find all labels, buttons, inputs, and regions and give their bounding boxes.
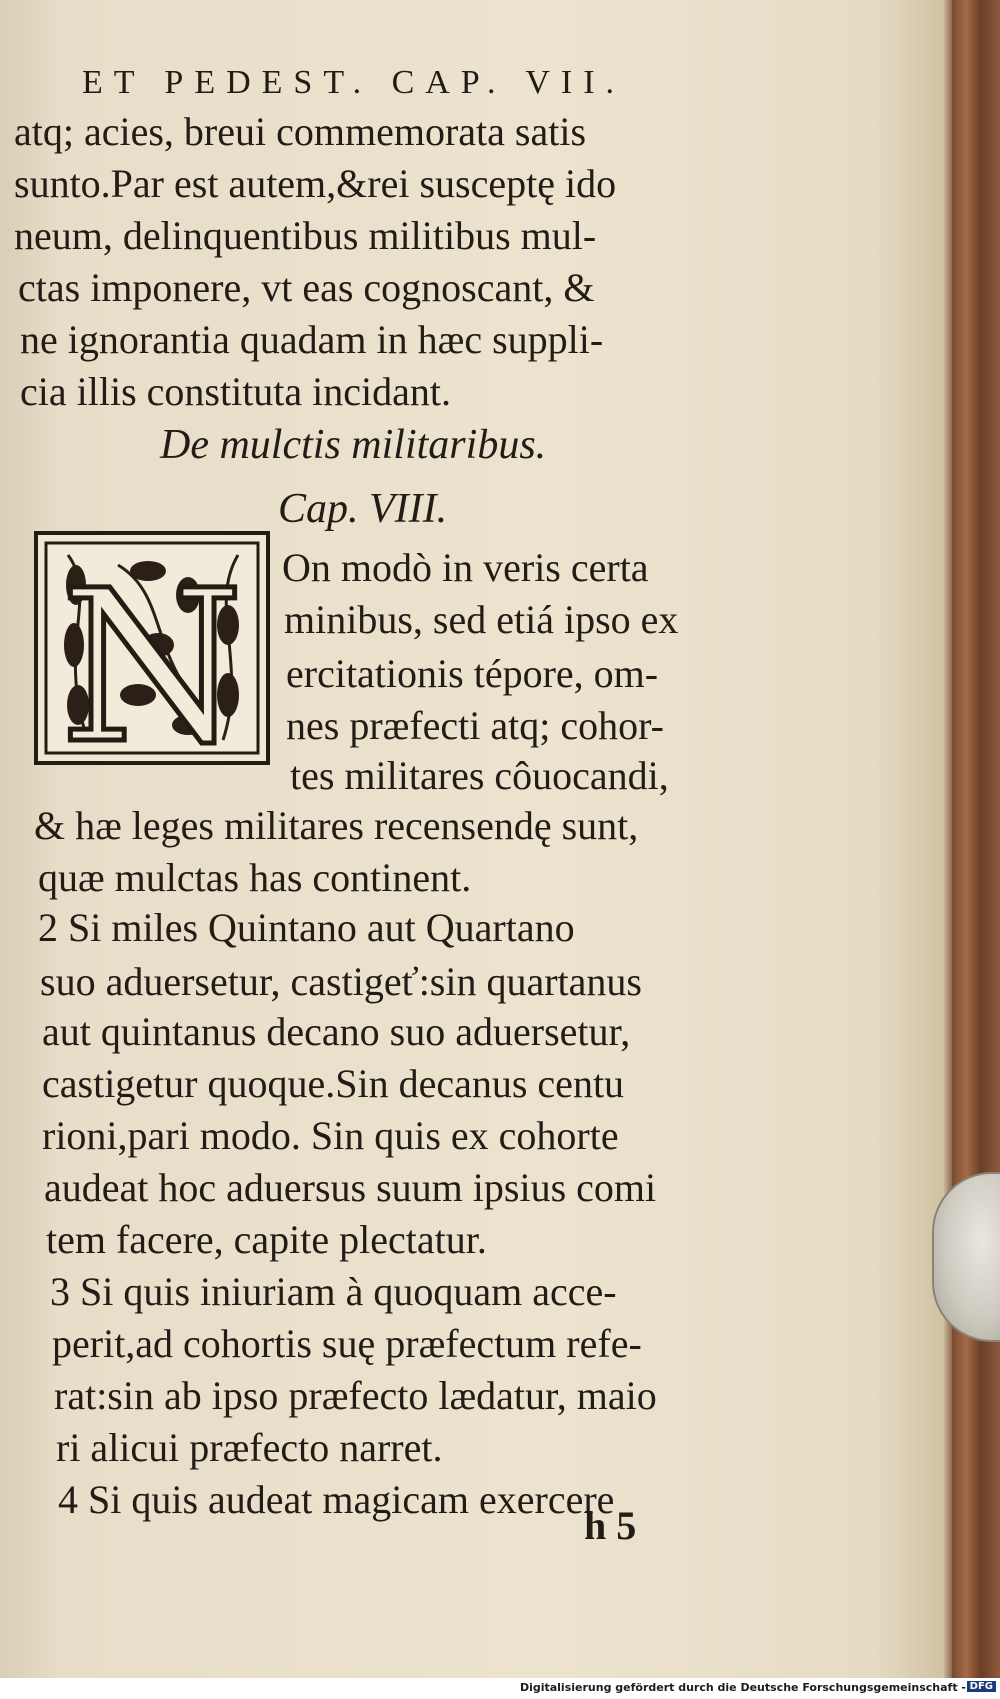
text-line: ctas imponere, vt eas cognoscant, & bbox=[18, 265, 595, 310]
text-line: audeat hoc aduersus suum ipsius comi bbox=[44, 1165, 657, 1210]
text-line: ri alicui præfecto narret. bbox=[56, 1425, 443, 1470]
decorated-initial bbox=[34, 531, 270, 765]
text-line: quæ mulctas has continent. bbox=[38, 855, 472, 900]
text-line: & hæ leges militares recensendę sunt, bbox=[34, 803, 639, 848]
text-line: cia illis constituta incidant. bbox=[20, 369, 452, 414]
digitization-footer bbox=[0, 1678, 1000, 1699]
decorated-initial-letter bbox=[38, 535, 266, 761]
text-line: minibus, sed etiá ipso ex bbox=[284, 597, 679, 642]
text-line: sunto.Par est autem,&rei susceptę ido bbox=[14, 161, 617, 206]
text-line: tem facere, capite plectatur. bbox=[46, 1217, 487, 1262]
text-line: 3 Si quis iniuriam à quoquam acce- bbox=[50, 1269, 617, 1314]
text-line: castigetur quoque.Sin decanus centu bbox=[42, 1061, 625, 1106]
text-line: perit,ad cohortis suę præfectum refe- bbox=[52, 1321, 642, 1366]
text-line: rat:sin ab ipso præfecto lædatur, maio bbox=[54, 1373, 657, 1418]
signature-mark: h 5 bbox=[584, 1503, 637, 1548]
section-title: De mulctis militaribus. bbox=[160, 422, 547, 468]
text-line: 2 Si miles Quintano aut Quartano bbox=[38, 905, 575, 950]
chapter-heading: Cap. VIII. bbox=[278, 486, 448, 532]
running-header: ET PEDEST. CAP. VII. bbox=[82, 64, 626, 101]
text-line: ercitationis tépore, om- bbox=[286, 651, 659, 696]
initial-letter-glyph: N bbox=[60, 545, 244, 761]
footer-credit: Digitalisierung gefördert durch die Deutsche Forschungsgemeinschaft - bbox=[519, 1681, 966, 1694]
text-line: suo aduersetur, castigeť:sin quartanus bbox=[40, 959, 642, 1004]
text-line: neum, delinquentibus militibus mul- bbox=[14, 213, 597, 258]
text-line: ne ignorantia quadam in hæc suppli- bbox=[20, 317, 604, 362]
text-line: nes præfecti atq; cohor- bbox=[286, 703, 664, 748]
text-line: tes militares côuocandi, bbox=[290, 753, 669, 798]
text-line: atq; acies, breui commemorata satis bbox=[14, 109, 587, 154]
text-line: On modò in veris certa bbox=[282, 545, 649, 590]
text-line: rioni,pari modo. Sin quis ex cohorte bbox=[42, 1113, 619, 1158]
dfg-logo: DFG bbox=[967, 1681, 996, 1692]
text-line: aut quintanus decano suo aduersetur, bbox=[42, 1009, 631, 1054]
text-line: 4 Si quis audeat magicam exercere bbox=[58, 1477, 615, 1522]
